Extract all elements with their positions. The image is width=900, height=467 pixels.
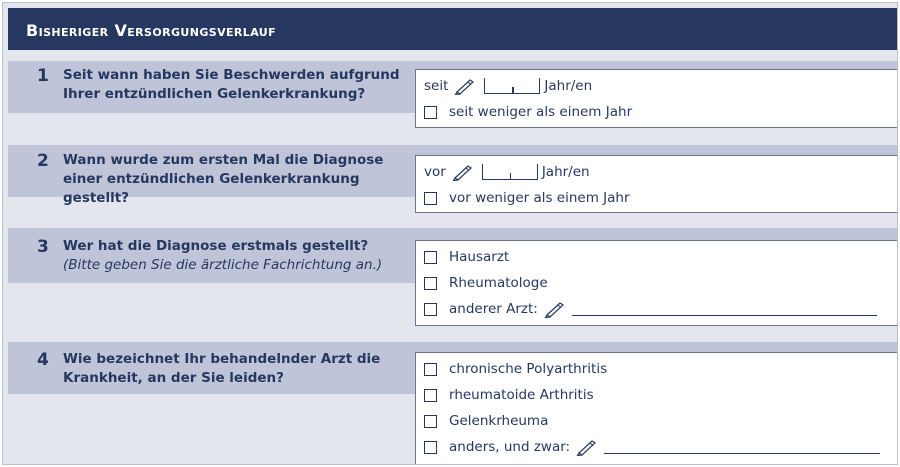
year-prefix: seit [424,78,449,94]
pen-icon [452,163,474,181]
option-row[interactable] [424,188,630,208]
question-number: 3 [37,237,49,257]
pen-icon [576,438,598,456]
checkbox[interactable] [424,415,437,428]
question-main-text: Wer hat die Diagnose erstmals gestellt? [63,238,369,254]
question-text: Seit wann haben Sie Beschwerden aufgrund Ihrer entzündlichen Gelenkerkrankung? [63,67,400,102]
text-entry-line[interactable] [572,315,877,316]
question-text [63,237,403,275]
option-row[interactable] [424,273,548,293]
checkbox[interactable] [424,277,437,290]
year-input[interactable] [482,164,538,180]
option-row-other[interactable] [424,437,880,457]
checkbox[interactable] [424,192,437,205]
checkbox[interactable] [424,303,437,316]
form-panel [2,2,898,465]
option-label: Gelenkrheuma [449,413,549,429]
option-row[interactable] [424,359,607,379]
pen-icon [544,300,566,318]
answer-box-3 [415,240,898,326]
option-label: anderer Arzt: [449,301,538,317]
option-label: Hausarzt [449,249,510,265]
year-entry-row [424,162,590,182]
year-suffix: Jahr/en [544,78,593,94]
checkbox[interactable] [424,363,437,376]
text-entry-line[interactable] [604,453,880,454]
option-row[interactable] [424,411,548,431]
option-label: Rheumatologe [449,275,548,291]
question-number: 2 [37,151,49,171]
option-label: seit weniger als einem Jahr [449,104,633,120]
checkbox[interactable] [424,389,437,402]
year-entry-row [424,76,592,96]
answer-box-2 [415,155,898,213]
checkbox[interactable] [424,251,437,264]
year-suffix: Jahr/en [541,164,590,180]
option-label: chronische Polyarthritis [449,361,608,377]
section-header [8,8,897,50]
option-label: vor weniger als einem Jahr [449,190,630,206]
option-label: anders, und zwar: [449,439,571,455]
answer-box-4 [415,352,898,465]
option-row-other[interactable] [424,299,877,319]
section-title: Bisheriger Versorgungsverlauf [26,21,277,40]
year-prefix: vor [424,164,446,180]
option-row[interactable] [424,102,632,122]
option-row[interactable] [424,247,509,267]
question-hint: (Bitte geben Sie die ärztliche Fachrichtung an.) [63,257,383,273]
question-number: 4 [37,350,49,370]
checkbox[interactable] [424,441,437,454]
option-label: rheumatoide Arthritis [449,387,594,403]
question-text: Wann wurde zum ersten Mal die Diagnose einer entzündlichen Gelenkerkrankung gestellt? [63,152,384,206]
option-row[interactable] [424,385,594,405]
pen-icon [454,77,476,95]
answer-box-1 [415,69,898,128]
question-number: 1 [37,66,49,86]
question-text: Wie bezeichnet Ihr behandelnder Arzt die Krankheit, an der Sie leiden? [63,351,381,386]
year-input[interactable] [484,78,540,94]
checkbox[interactable] [424,106,437,119]
